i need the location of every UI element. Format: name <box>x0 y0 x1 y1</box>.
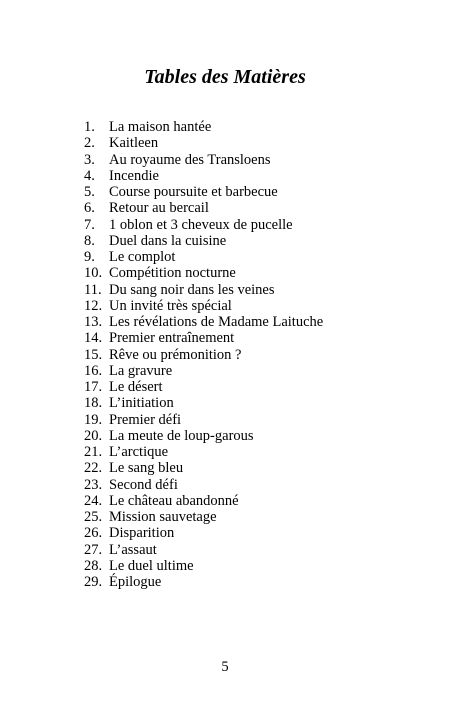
toc-entry <box>84 119 323 135</box>
toc-entry-title: Incendie <box>109 167 159 184</box>
toc-entry-number: 17. <box>84 379 103 395</box>
toc-entry <box>84 298 323 314</box>
toc-entry <box>84 347 323 363</box>
toc-entry-number: 2. <box>84 135 95 152</box>
toc-entry-number: 29. <box>84 574 103 590</box>
toc-entry <box>84 477 323 493</box>
toc-entry-title: Rêve ou prémonition ? <box>109 346 242 363</box>
page-number: 5 <box>221 659 229 675</box>
page-title: Tables des Matières <box>144 66 306 88</box>
toc-entry-title: Premier défi <box>109 411 182 428</box>
toc-entry <box>84 330 323 346</box>
toc-entry-number: 1. <box>84 119 95 135</box>
toc-entry-number: 10. <box>84 265 103 282</box>
toc-entry-number: 8. <box>84 232 95 249</box>
toc-entry-number: 23. <box>84 476 103 493</box>
toc-entry <box>84 444 323 460</box>
toc-entry-number: 18. <box>84 395 103 412</box>
toc-entry <box>84 217 323 233</box>
toc-entry-title: Duel dans la cuisine <box>109 232 227 249</box>
toc-entry-number: 6. <box>84 200 95 217</box>
toc-entry-title: Épilogue <box>109 574 162 590</box>
toc-entry <box>84 200 323 216</box>
toc-entry-title: Disparition <box>109 525 175 542</box>
toc-entry <box>84 168 323 184</box>
toc-entry-number: 5. <box>84 184 95 200</box>
toc-entry-number: 28. <box>84 557 103 574</box>
toc-entry-title: Le sang bleu <box>109 460 184 477</box>
toc-entry-title: Kaitleen <box>109 135 159 152</box>
toc-entry <box>84 574 323 590</box>
toc-entry-number: 20. <box>84 427 103 444</box>
toc-entry-title: L’initiation <box>109 395 174 412</box>
toc-entry <box>84 412 323 428</box>
toc-entry-title: 1 oblon et 3 cheveux de pucelle <box>109 216 293 233</box>
toc-entry-number: 15. <box>84 346 103 363</box>
toc-entry-number: 7. <box>84 216 95 233</box>
toc-entry-number: 4. <box>84 167 95 184</box>
toc-entry <box>84 249 323 265</box>
toc-entry-title: Au royaume des Transloens <box>109 151 271 168</box>
toc-entry-title: Course poursuite et barbecue <box>109 184 278 200</box>
toc-entry-number: 11. <box>84 281 102 298</box>
toc-entry-number: 3. <box>84 151 95 168</box>
toc-entry-number: 25. <box>84 509 103 525</box>
toc-entry <box>84 314 323 330</box>
toc-entry-number: 24. <box>84 492 103 509</box>
toc-entry <box>84 525 323 541</box>
table-of-contents <box>84 119 323 590</box>
toc-entry <box>84 460 323 476</box>
toc-entry-number: 19. <box>84 411 103 428</box>
toc-entry-title: Second défi <box>109 476 178 493</box>
toc-entry-title: La maison hantée <box>109 119 212 135</box>
toc-entry <box>84 379 323 395</box>
toc-entry-number: 21. <box>84 444 103 460</box>
toc-entry-number: 26. <box>84 525 103 542</box>
toc-entry <box>84 282 323 298</box>
toc-entry <box>84 152 323 168</box>
toc-entry <box>84 184 323 200</box>
toc-entry-number: 9. <box>84 249 95 265</box>
toc-entry-number: 22. <box>84 460 103 477</box>
toc-entry-title: Du sang noir dans les veines <box>109 281 275 298</box>
toc-entry-number: 27. <box>84 541 103 558</box>
toc-entry-title: La meute de loup-garous <box>109 427 254 444</box>
toc-entry <box>84 509 323 525</box>
toc-entry-title: Le duel ultime <box>109 557 194 574</box>
toc-entry <box>84 493 323 509</box>
toc-entry-title: Les révélations de Madame Laituche <box>109 314 324 330</box>
toc-entry-number: 16. <box>84 362 103 379</box>
toc-entry-number: 12. <box>84 297 103 314</box>
toc-entry-number: 13. <box>84 314 103 330</box>
toc-entry-title: Le château abandonné <box>109 492 239 509</box>
toc-entry-title: Le complot <box>109 249 176 265</box>
toc-entry <box>84 395 323 411</box>
toc-entry <box>84 265 323 281</box>
toc-entry-title: Compétition nocturne <box>109 265 236 282</box>
toc-entry-number: 14. <box>84 330 103 347</box>
toc-entry-title: L’assaut <box>109 541 157 558</box>
toc-entry <box>84 542 323 558</box>
toc-entry-title: Mission sauvetage <box>109 509 217 525</box>
toc-entry <box>84 363 323 379</box>
toc-entry-title: La gravure <box>109 362 173 379</box>
toc-entry-title: Un invité très spécial <box>109 297 232 314</box>
toc-entry-title: Retour au bercail <box>109 200 209 217</box>
toc-entry-title: Premier entraînement <box>109 330 235 347</box>
toc-entry <box>84 233 323 249</box>
toc-entry <box>84 558 323 574</box>
toc-entry <box>84 135 323 151</box>
toc-entry <box>84 428 323 444</box>
toc-entry-title: Le désert <box>109 379 163 395</box>
toc-entry-title: L’arctique <box>109 444 169 460</box>
